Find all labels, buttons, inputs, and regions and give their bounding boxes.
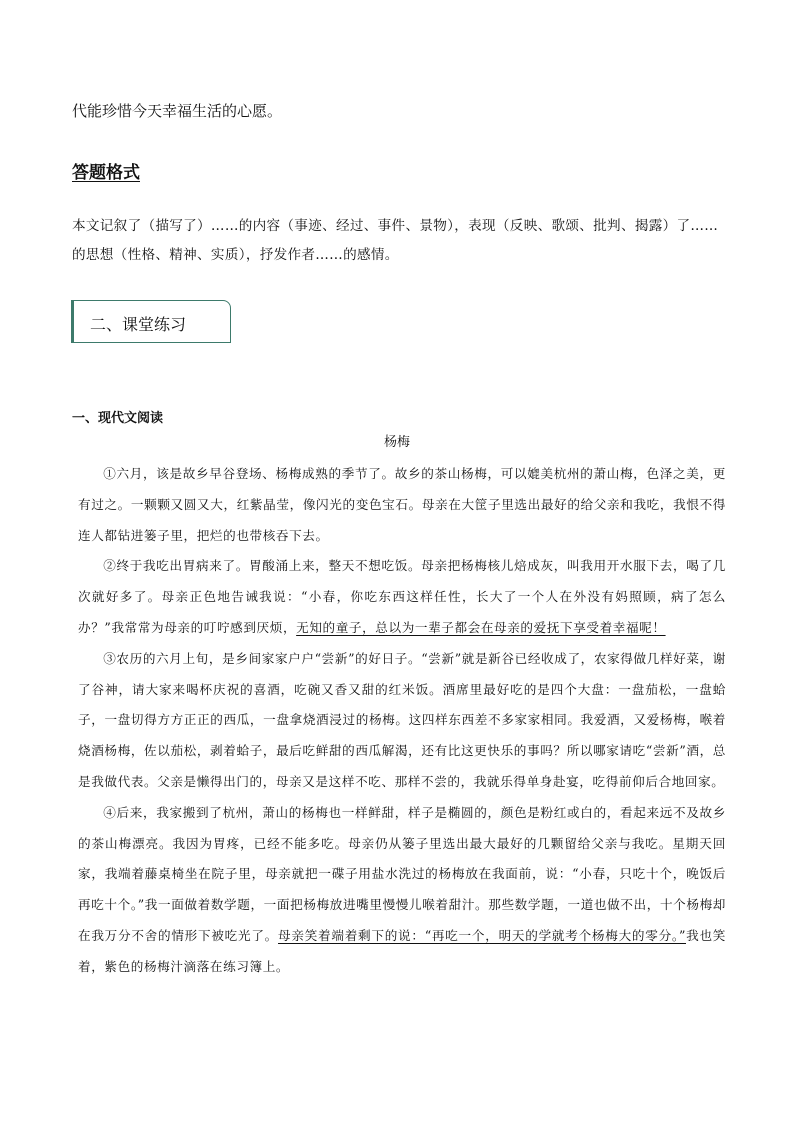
paragraph-4 bbox=[78, 798, 726, 983]
answer-format-heading: 答题格式 bbox=[72, 163, 140, 183]
paragraph-4-text: ④后来，我家搬到了杭州，萧山的杨梅也一样鲜甜，样子是椭圆的，颜色是粉红或白的，看起来远不及故乡的茶山梅漂亮。我因为胃疼，已经不能多吃。母亲仍从篓子里选出最大最好的几颗留给父亲与我吃。星期天回家，我端着藤桌椅坐在院子里，母亲就把一碟子用盐水洗过的杨梅放在我面前，说：“小春，只吃十个，晚饭后再吃十个。”我一面做着数学题，一面把杨梅放进嘴里慢慢儿喉着甜汁。那些数学题，一道也做不出，十个杨梅却在我万分不舍的情形下被吃光了。 bbox=[78, 804, 726, 943]
underlined-sentence-2: 母亲笑着端着剩下的说：“再吃一个，明天的学就考个杨梅大的零分。” bbox=[278, 927, 686, 943]
paragraph-2-text: ②终于我吃出胃病来了。胃酸涌上来，整天不想吃饭。母亲把杨梅核儿焙成灰，叫我用开水服下去，喝了几次就好多了。母亲正色地告诫我说：“小春，你吃东西这样任性，长大了一个人在外没有妈照顾，病了怎么办？”我常常为母亲的叮咛感到厌烦， bbox=[78, 558, 726, 635]
article-body bbox=[78, 459, 726, 983]
paragraph-2 bbox=[78, 551, 726, 643]
underlined-sentence-1: 无知的童子，总以为一辈子都会在母亲的爱抚下享受着幸福呢！ bbox=[296, 619, 666, 635]
section-title: 二、课堂练习 bbox=[90, 315, 187, 334]
section-title-box bbox=[71, 300, 231, 343]
article-title: 杨梅 bbox=[383, 435, 410, 450]
intro-line: 代能珍惜今天幸福生活的心愿。 bbox=[72, 102, 283, 120]
paragraph-1: ①六月，该是故乡早谷登场、杨梅成熟的季节了。故乡的茶山杨梅，可以媲美杭州的萧山梅，色泽之美，更有过之。一颗颗又圆又大，红紫晶莹，像闪光的变色宝石。母亲在大筐子里选出最好的给父亲和我吃，我恨不得连人都钻进篓子里，把烂的也带核吞下去。 bbox=[78, 466, 726, 543]
paragraph-3: ③农历的六月上旬，是乡间家家户户“尝新”的好日子。“尝新”就是新谷已经收成了，农家得做几样好菜，谢了谷神，请大家来喝杯庆祝的喜酒，吃碗又香又甜的红米饭。酒席里最好吃的是四个大盘：一盘茄松，一盘蛤子，一盘切得方方正正的西瓜，一盘拿烧酒浸过的杨梅。这四样东西差不多家家相同。我爱酒，又爱杨梅，喉着烧酒杨梅，佐以茄松，剥着蛤子，最后吃鲜甜的西瓜解渴，还有比这更快乐的事吗？所以哪家请吃“尝新”酒，总是我做代表。父亲是懒得出门的，母亲又是这样不吃、那样不尝的，我就乐得单身赴宴，吃得前仰后合地回家。 bbox=[78, 650, 726, 789]
answer-format-text: 本文记叙了（描写了）……的内容（事迹、经过、事件、景物），表现（反映、歌颂、批判、揭露）了……的思想（性格、精神、实质），抒发作者……的感情。 bbox=[72, 218, 719, 263]
question-type-heading: 一、现代文阅读 bbox=[72, 411, 164, 426]
paragraph-4-end: 我也笑着，紫色的杨梅汁滴落在练习簿上。 bbox=[78, 927, 727, 974]
